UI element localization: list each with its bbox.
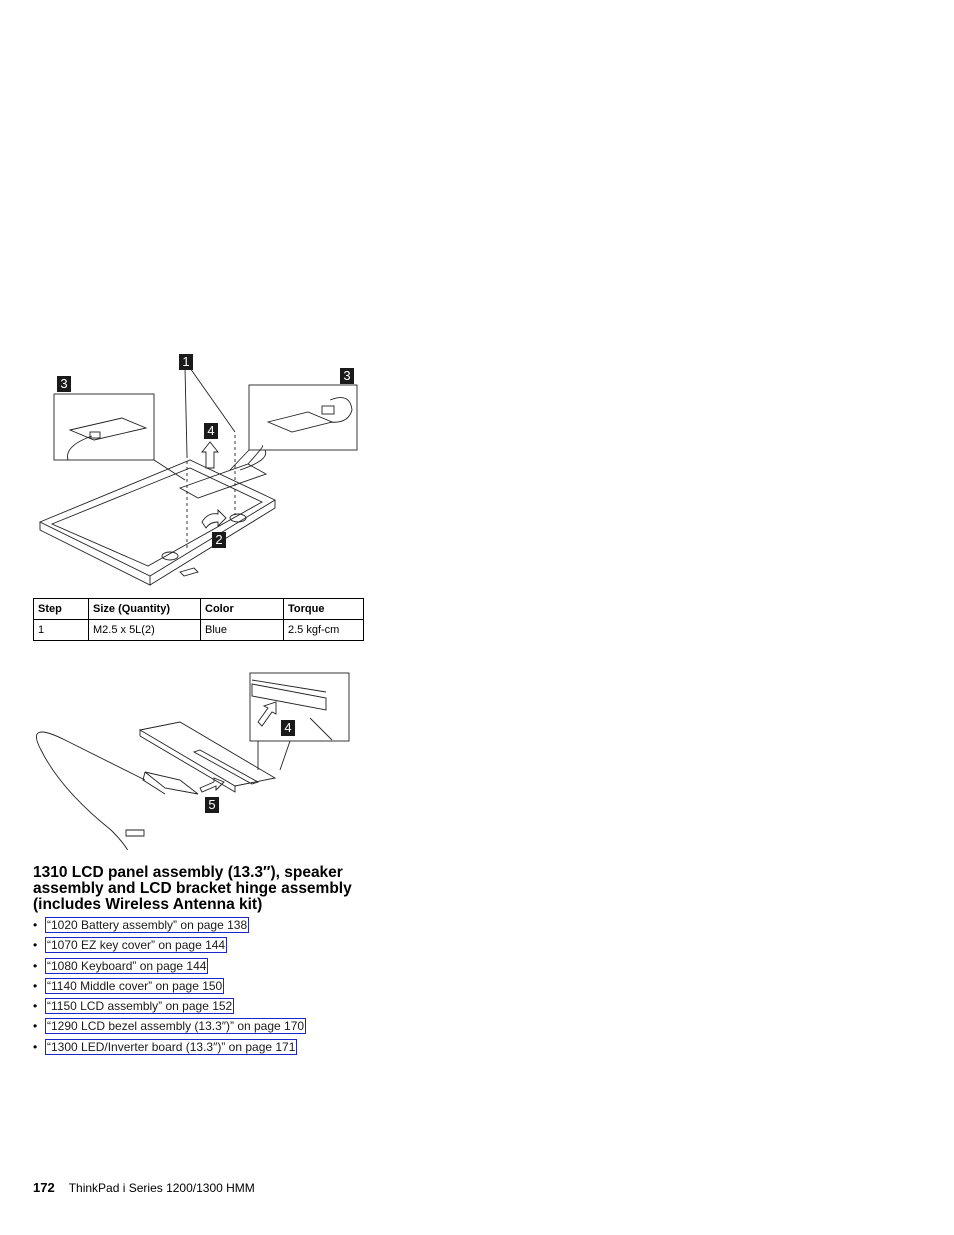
table-header-row (34, 599, 364, 620)
section-title: 1310 LCD panel assembly (13.3″), speaker assembly and LCD bracket hinge assembly (includes Wireless Antenna kit) (33, 864, 352, 913)
list-item (33, 936, 306, 956)
table-header: Torque (284, 599, 364, 620)
table-row (34, 620, 364, 641)
table-cell: 2.5 kgf-cm (284, 620, 364, 641)
table-header: Color (201, 599, 284, 620)
bullet: • (33, 1019, 38, 1034)
ref-link-1140[interactable]: “1140 Middle cover” on page 150 (47, 978, 223, 993)
callout-4: 4 (204, 423, 218, 439)
list-item (33, 1017, 306, 1037)
table-header: Step (34, 599, 89, 620)
page-footer (33, 1180, 255, 1195)
manual-title: ThinkPad i Series 1200/1300 HMM (68, 1181, 255, 1195)
ref-link-1300[interactable]: “1300 LED/Inverter board (13.3″)” on page 171 (47, 1039, 296, 1054)
callout-5: 5 (205, 797, 219, 813)
list-item (33, 977, 306, 997)
ref-link-1150[interactable]: “1150 LCD assembly” on page 152 (47, 999, 233, 1014)
ref-link-1020[interactable]: “1020 Battery assembly” on page 138 (47, 918, 248, 932)
table-cell: Blue (201, 620, 284, 641)
bullet: • (33, 918, 38, 932)
ref-link-1080[interactable]: “1080 Keyboard” on page 144 (47, 958, 207, 973)
list-item (33, 997, 306, 1017)
bullet: • (33, 999, 38, 1014)
ref-link-1290[interactable]: “1290 LCD bezel assembly (13.3″)” on page 170 (47, 1019, 305, 1034)
figure-lcd-bracket-removal (30, 350, 370, 590)
bullet: • (33, 1039, 38, 1054)
torque-table (33, 598, 364, 641)
lcd-bracket-illustration (30, 350, 370, 590)
prerequisite-list (33, 916, 306, 1058)
table-cell: 1 (34, 620, 89, 641)
bullet: • (33, 938, 38, 953)
figure-cable-removal (30, 670, 360, 850)
table-header: Size (Quantity) (89, 599, 201, 620)
list-item (33, 1038, 306, 1058)
callout-4: 4 (281, 720, 295, 736)
table-cell: M2.5 x 5L(2) (89, 620, 201, 641)
list-item (33, 957, 306, 977)
bullet: • (33, 958, 38, 973)
callout-3-left: 3 (57, 376, 71, 392)
ref-link-1070[interactable]: “1070 EZ key cover” on page 144 (47, 938, 226, 953)
callout-2: 2 (212, 532, 226, 548)
bullet: • (33, 978, 38, 993)
callout-3-right: 3 (340, 368, 354, 384)
list-item (33, 916, 306, 936)
callout-1: 1 (179, 354, 193, 370)
page-number: 172 (33, 1180, 55, 1195)
cable-illustration (30, 670, 360, 850)
